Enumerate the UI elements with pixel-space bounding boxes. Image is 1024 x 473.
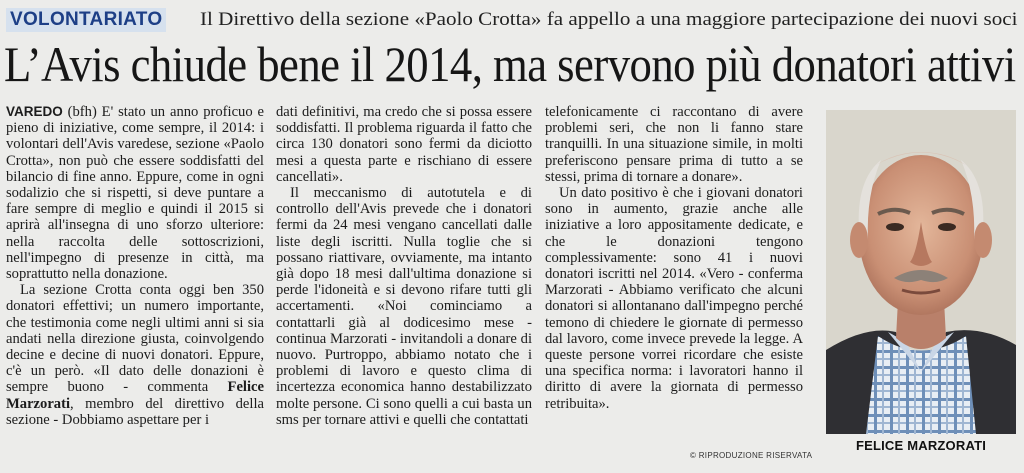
- paragraph: [545, 104, 803, 185]
- paragraph-text: dati definitivi, ma credo che si possa essere soddisfatti. Il problema riguarda il fatto che circa 130 donatori sono fermi da diciotto mesi a questa parte e rischiano di essere cancellati».: [276, 104, 532, 185]
- paragraph: [6, 104, 264, 282]
- kicker-row: [6, 8, 1018, 34]
- photo-caption: FELICE MARZORATI: [855, 438, 987, 453]
- paragraph-text: , membro del direttivo della sezione - Dobbiamo aspettare per i: [6, 395, 264, 428]
- paragraph: [6, 282, 264, 428]
- portrait-photo: [826, 110, 1016, 434]
- section-kicker: VOLONTARIATO: [6, 8, 166, 32]
- paragraph: [276, 104, 532, 185]
- paragraph: [276, 185, 532, 428]
- person-name: Felice Marzorati: [6, 379, 264, 412]
- paragraph-text: La sezione Crotta conta oggi ben 350 donatori effettivi; un numero importante, che testimonia come negli ultimi anni si sia andati nella direzione giusta, coinvolgendo decine e decine di nuovi donatori. Eppure, c'è un però. «Il dato delle donazioni è sempre buono - commenta: [6, 282, 264, 396]
- article-column-1: [6, 104, 264, 428]
- article-column-3: [545, 104, 803, 412]
- dateline: VAREDO: [6, 104, 63, 119]
- headline: L’Avis chiude bene il 2014, ma servono più donatori attivi: [4, 36, 1016, 92]
- article-column-2: [276, 104, 532, 428]
- portrait-illustration: [826, 110, 1016, 434]
- paragraph-text: (bfh) E' stato un anno proficuo e pieno di iniziative, come sempre, il 2014: i volontari dell'Avis varedese, sezione «Paolo Crotta», non può che essere soddisfatti del bilancio di fine anno. Eppure, come in ogni sodalizio che si rispetti, si deve puntare a fare sempre di meglio e quindi il 2015 si aprirà all'insegna di uno sforzo ulteriore: nella raccolta delle sottoscrizioni, nell'impegno di presenze in città, ma soprattutto nella donazione.: [6, 104, 264, 283]
- subheadline: Il Direttivo della sezione «Paolo Crotta» fa appello a una maggiore partecipazione dei nuovi soci: [200, 9, 1018, 30]
- paragraph: [545, 185, 803, 412]
- paragraph-text: telefonicamente ci raccontano di avere problemi seri, che non li fanno stare tranquilli. In una situazione simile, in molti preferiscono pensare prima di tutto a se stessi, prima di tornare a donare».: [545, 104, 803, 185]
- paragraph-text: Il meccanismo di autotutela e di controllo dell'Avis prevede che i donatori fermi da 24 mesi vengano cancellati dalle liste degli iscritti. Nulla toglie che si possano riattivare, ovviamente, ma intanto già dopo 18 mesi dall'ultima donazione si perde l'idoneità e si devono rifare tutti gli accertamenti. «Noi cominciamo a contattarli già al dodicesimo mese - continua Marzorati - invitandoli a donare di nuovo. Purtroppo, abbiamo notato che i problemi di lavoro e questo clima di incertezza economica hanno destabilizzato molte persone. Ci sono quelli a cui basta un sms per tornare attivi e quelli che contattati: [276, 185, 532, 428]
- copyright-note: © RIPRODUZIONE RISERVATA: [690, 451, 813, 460]
- paragraph-text: Un dato positivo è che i giovani donatori sono in aumento, grazie anche alle iniziative a loro appositamente dedicate, e che le donazioni tengono complessivamente: sono 41 i nuovi donatori iscritti nel 2014. «Vero - conferma Marzorati - Abbiamo verificato che alcuni donatori si allontanano dall'impegno perché temono di chiedere le giornate di permesso dal lavoro, come invece prevede la legge. A queste persone vorrei ricordare che esiste una specifica norma: i lavoratori hanno il diritto di avere la giornata di permesso retribuita».: [545, 185, 803, 412]
